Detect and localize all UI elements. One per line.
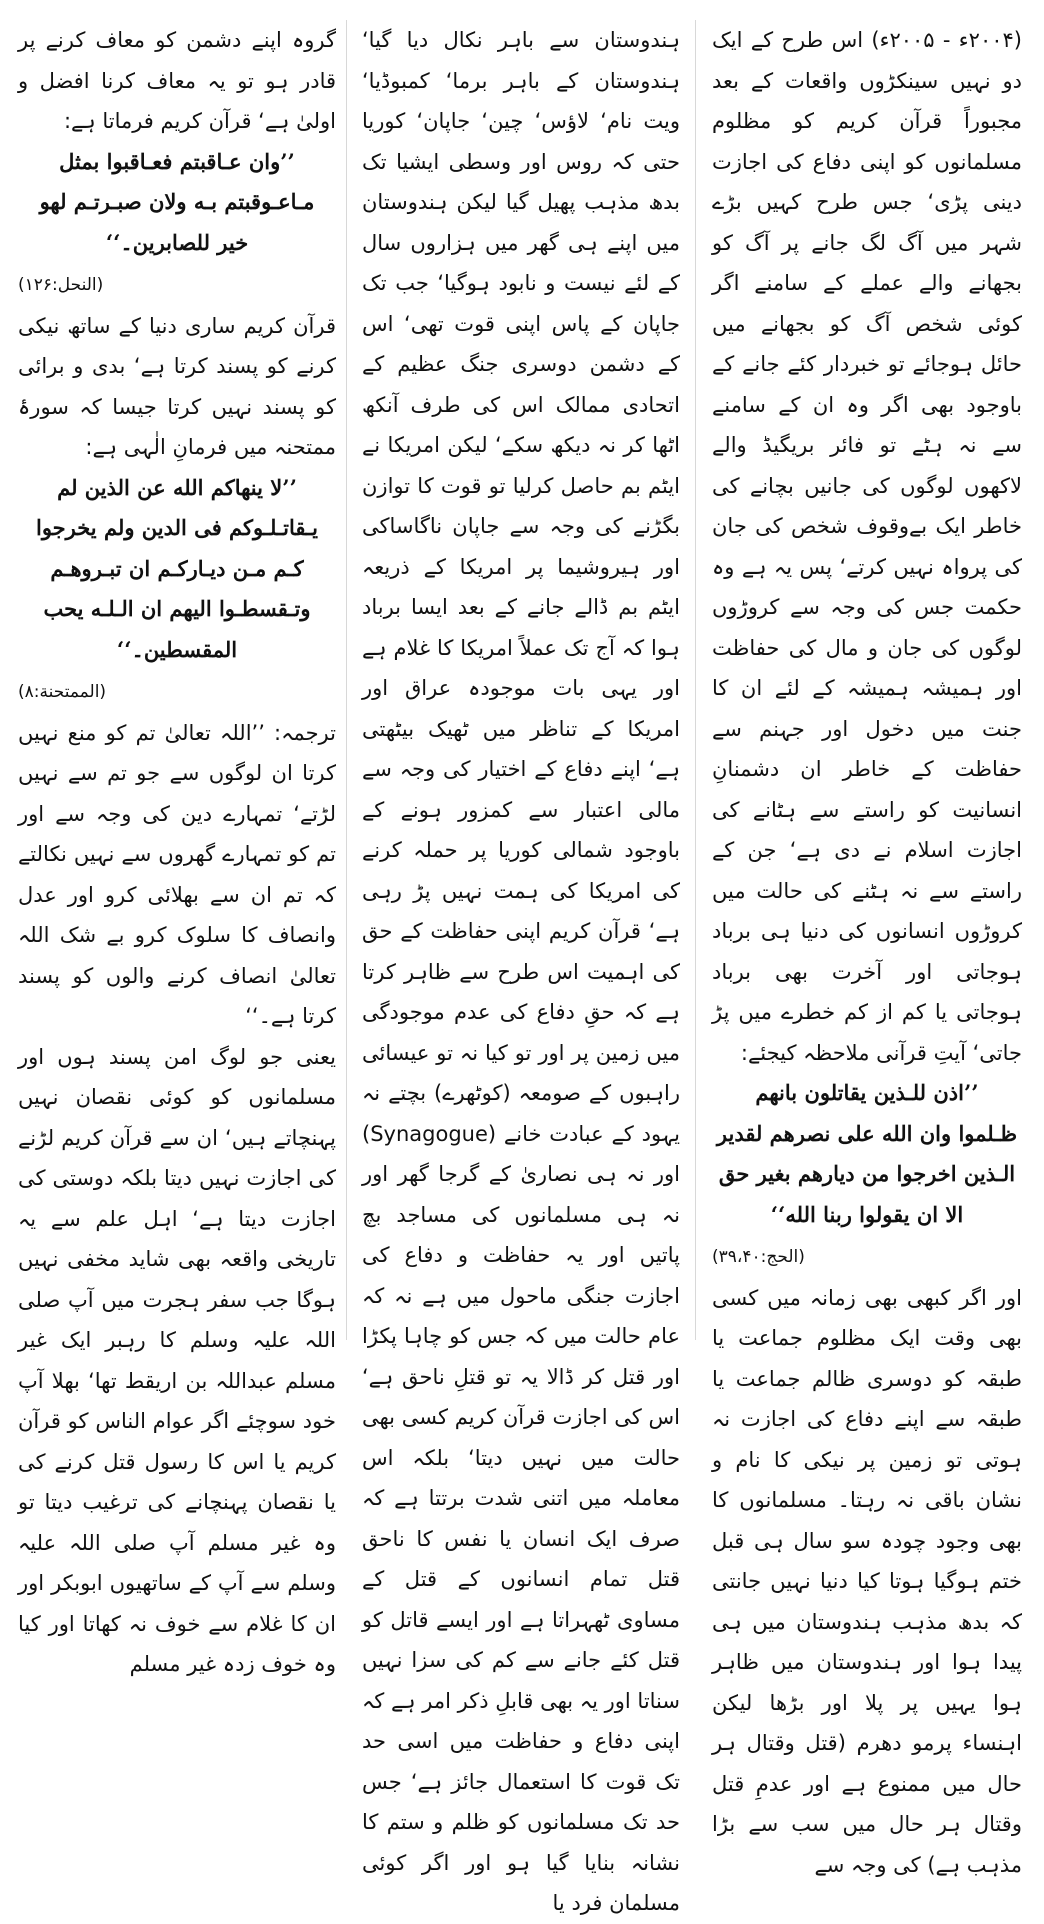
quran-verse-line: الـذين اخرجوا من ديارهم بغير حق <box>718 1161 1016 1186</box>
quran-verse-line: المقسطين۔‘‘ <box>116 636 238 662</box>
quran-verse-line: الا ان يقولوا ربنا الله‘‘ <box>770 1201 964 1227</box>
quran-verse-line: يـقاتـلـوكم فى الدين ولم يخرجوا <box>36 515 318 540</box>
middle-paragraph-1: ہندوستان سے باہر نکال دیا گیا‘ ہندوستان کے باہر برما‘ کمبوڈیا‘ ویت نام‘ لاؤس‘ چین‘ جاپان‘ کوریا حتی کہ روس اور وسطی ایشیا تک بدھ مذہب پھیل گیا لیکن ہندوستان میں اپنے ہی گھر میں ہزاروں سال کے لئے نیست و نابود ہوگیا‘ جب تک جاپان کے پاس اپنی قوت تھی‘ اس کے دشمن دوسری جنگ عظیم کے اتحادی ممالک اس کی طرف آنکھ اٹھا کر نہ دیکھ سکے‘ لیکن امریکا نے ایٹم بم حاصل کرلیا تو قوت کا توازن بگڑنے کی وجہ سے جاپان ناگاساکی اور ہیروشیما پر امریکا کے ذریعہ ایٹم بم ڈالے جانے کے بعد ایسا برباد ہوا کہ آج تک عملاً امریکا کا غلام ہے اور یہی بات موجودہ عراق اور امریکا کے تناظر میں ٹھیک بیٹھتی ہے‘ اپنے دفاع کے اختیار کی وجہ سے مالی اعتبار سے کمزور ہونے کے باوجود شمالی کوریا پر حملہ کرنے کی امریکا کی ہمت نہیں پڑ رہی ہے‘ قرآن کریم اپنی حفاظت کے حق کی اہمیت اس طرح سے ظاہر کرتا ہے کہ حقِ دفاع کی عدم موجودگی میں زمین پر اور تو کیا نہ تو عیسائی راہبوں کے صومعہ (کوٹھرے) بچتے نہ یہود کے عبادت خانے (Synagogue) اور نہ ہی نصاریٰ کے گرجا گھر اور نہ ہی مسلمانوں کی مساجد بچ پاتیں اور یہ حفاظت و دفاع کی اجازت جنگی ماحول میں ہے نہ کہ عام حالت میں کہ جس کو چاہا پکڑا اور قتل کر ڈالا یہ تو قتلِ ناحق ہے‘ اس کی اجازت قرآن کریم کسی بھی حالت میں نہیں دیتا‘ بلکہ اس معاملہ میں اتنی شدت برتتا ہے کہ صرف ایک انسان یا نفس کا ناحق قتل تمام انسانوں کے قتل کے مساوی ٹھہراتا ہے اور ایسے قاتل کو قتل کئے جانے سے کم کی سزا نہیں سناتا اور یہ بھی قابلِ ذکر امر ہے کہ اپنی دفاع و حفاظت میں اسی حد تک قوت کا استعمال جائز ہے‘ جس حد تک مسلمانوں کو ظلم و ستم کا نشانہ بنایا گیا ہو اور اگر کوئی مسلمان فرد یا <box>362 28 680 1915</box>
column-left <box>18 20 336 1685</box>
quran-verse-line: ’’اذن للـذين يقاتلون بانهم <box>755 1080 979 1105</box>
quran-verse-line: مـاعـوقبتم بـه ولان صبـرتـم لهو <box>39 189 315 214</box>
quran-verse-line: ’’وان عـاقبتم فعـاقبوا بمثل <box>59 148 295 174</box>
column-middle <box>362 20 680 1924</box>
right-paragraph-2: اور اگر کبھی بھی زمانہ میں کسی بھی وقت ایک مظلوم جماعت یا طبقہ کو دوسری ظالم جماعت یا طبقہ سے اپنے دفاع کی اجازت نہ ہوتی تو زمین پر نیکی کا نام و نشان باقی نہ رہتا۔ مسلمانوں کا بھی وجود چودہ سو سال ہی قبل ختم ہوگیا ہوتا کیا دنیا نہیں جانتی کہ بدھ مذہب ہندوستان میں ہی پیدا ہوا اور ہندوستان میں ظاہر ہوا یہیں پر پلا اور بڑھا لیکن اہنساء پرمو دھرم (قتل وقتال ہر حال میں ممنوع ہے اور عدمِ قتل وقتال ہر حال میں سب سے بڑا مذہب ہے) کی وجہ سے <box>712 1285 1022 1877</box>
translation-paragraph: ترجمہ: ’’اللہ تعالیٰ تم کو منع نہیں کرتا ان لوگوں سے جو تم سے نہیں لڑتے‘ تمہارے دین کی وجہ سے اور تم کو تمہارے گھروں سے نہیں نکالتے کہ تم ان سے بھلائی کرو اور عدل وانصاف کا سلوک کرو بے شک اللہ تعالیٰ انصاف کرنے والوں کو پسند کرتا ہے۔‘‘ <box>18 720 336 1028</box>
column-divider <box>346 20 347 1340</box>
verse-reference: (الممتحنة:۸) <box>18 682 107 702</box>
quran-verse-line: ’’لا ينهاكم الله عن الذين لم <box>57 474 297 500</box>
left-paragraph-2: قرآن کریم ساری دنیا کے ساتھ نیکی کرنے کو پسند کرتا ہے‘ بدی و برائی کو پسند نہیں کرتا جیسا کہ سورۂ ممتحنہ میں فرمانِ الٰہی ہے: <box>18 313 336 459</box>
left-paragraph-3: یعنی جو لوگ امن پسند ہوں اور مسلمانوں کو کوئی نقصان نہیں پہنچاتے ہیں‘ ان سے قرآن کریم لڑنے کی اجازت نہیں دیتا بلکہ دوستی کی اجازت دیتا ہے‘ اہل علم سے یہ تاریخی واقعہ بھی شاید مخفی نہیں ہوگا جب سفر ہجرت میں آپ صلی اللہ علیہ وسلم کا رہبر ایک غیر مسلم عبداللہ بن اریقط تھا‘ بھلا آپ خود سوچئے اگر عوام الناس کو قرآن کریم یا اس کا رسول قتل کرنے کی یا نقصان پہنچانے کی ترغیب دیتا تو وہ غیر مسلم آپ صلی اللہ علیہ وسلم سے آپ کے ساتھیوں ابوبکر اور ان کا غلام سے خوف نہ کھاتا اور کیا وہ خوف زدہ غیر مسلم <box>18 1044 336 1676</box>
quran-verse-line: كـم مـن ديـاركـم ان تبـروهـم <box>50 555 304 581</box>
verse-reference: (النحل:۱۲۶) <box>18 275 104 295</box>
verse-reference: (الحج:۳۹،۴۰) <box>712 1247 805 1267</box>
right-paragraph-1: (۲۰۰۴ء - ۲۰۰۵ء) اس طرح کے ایک دو نہیں سینکڑوں واقعات کے بعد مجبوراً قرآن کریم کو مظلوم مسلمانوں کو اپنی دفاع کی اجازت دینی پڑی‘ جس طرح کہیں بڑے شہر میں آگ لگ جانے پر آگ کو بجھانے والے عملے کے سامنے اگر کوئی شخص آگ کو بجھانے میں حائل ہوجائے تو خبردار کئے جانے کے باوجود بھی اگر وہ ان کے سامنے سے نہ ہٹے تو فائر بریگیڈ والے لاکھوں لوگوں کی جانیں بچانے کی خاطر ایک بےوقوف شخص کی جان کی پرواہ نہیں کرتے‘ پس یہ ہے وہ حکمت جس کی وجہ سے کروڑوں لوگوں کی جان و مال کی حفاظت اور ہمیشہ ہمیشہ کے لئے ان کا جنت میں دخول اور جہنم سے حفاظت کے خاطر ان دشمنانِ انسانیت کو راستے سے ہٹانے کی اجازت اسلام نے دی ہے‘ جن کے راستے سے نہ ہٹنے کی حالت میں کروڑوں انسانوں کی دنیا ہی برباد ہوجاتی اور آخرت بھی برباد ہوجاتی یا کم از کم خطرے میں پڑ جاتی‘ آیتِ قرآنی ملاحظہ کیجئے: <box>712 28 1022 1065</box>
left-paragraph-1: گروہ اپنے دشمن کو معاف کرنے پر قادر ہو تو یہ معاف کرنا افضل و اولیٰ ہے‘ قرآن کریم فرماتا ہے: <box>18 28 336 133</box>
quran-verse-line: ظـلموا وان الله على نصرهم لقدير <box>716 1120 1018 1146</box>
quran-verse-line: خير للصابرين۔‘‘ <box>105 229 249 255</box>
column-right <box>712 20 1022 1885</box>
column-divider <box>695 20 696 1340</box>
quran-verse-line: وتـقسطـوا اليهم ان الـلـه يحب <box>43 596 311 621</box>
